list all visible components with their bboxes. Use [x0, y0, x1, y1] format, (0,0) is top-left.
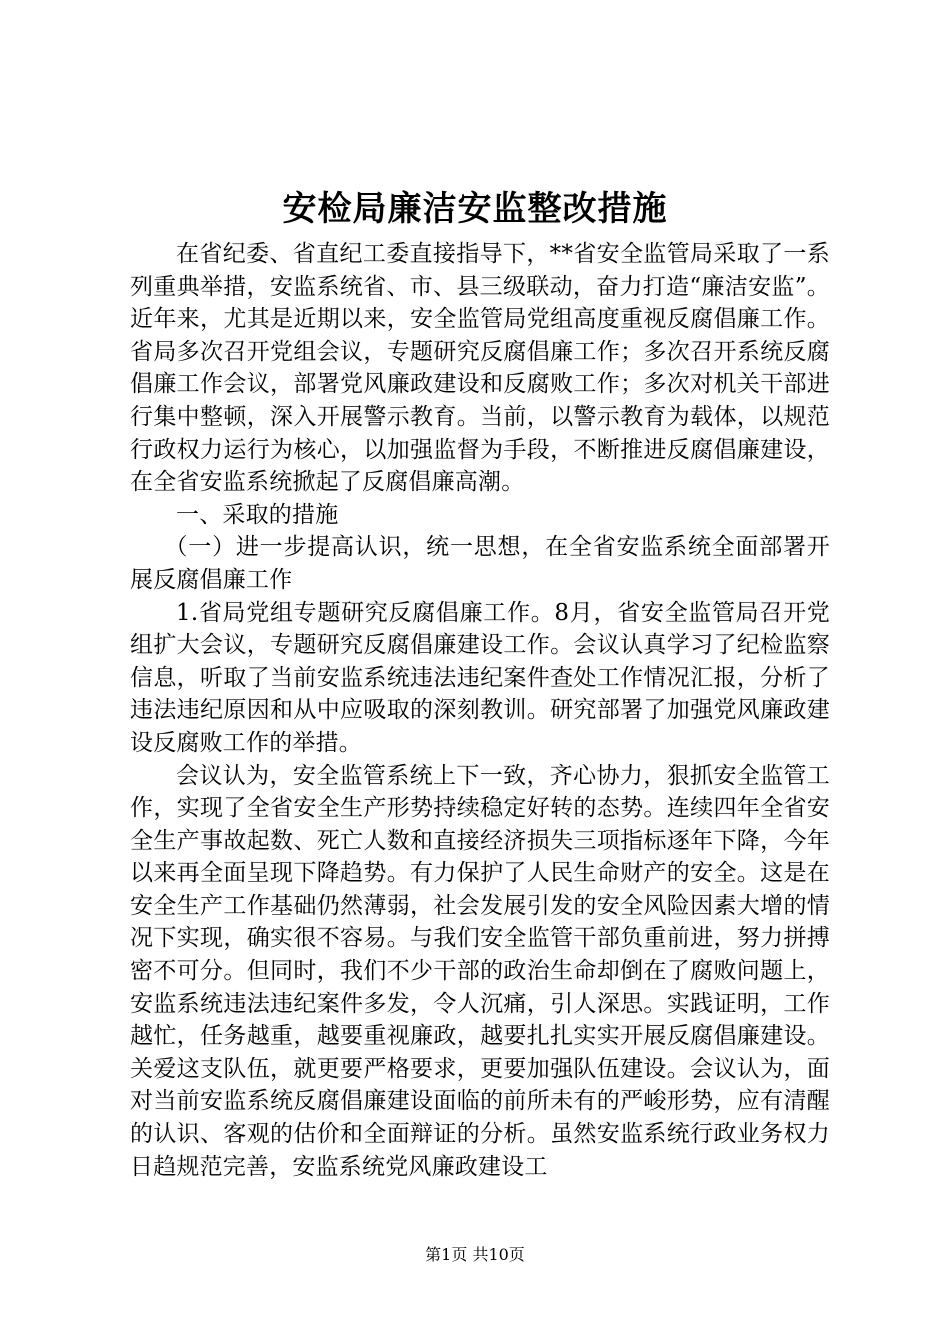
document-body [130, 238, 830, 1183]
paragraph-item-1: 1.省局党组专题研究反腐倡廉工作。8月，省安全监管局召开党组扩大会议，专题研究反腐倡廉建设工作。会议认真学习了纪检监察信息，听取了当前安监系统违法违纪案件查处工作情况汇报，分析了违法违纪原因和从中应吸取的深刻教训。研究部署了加强党风廉政建设反腐败工作的举措。 [130, 599, 830, 756]
section-heading-measures: 一、采取的措施 [176, 501, 339, 528]
subsection-heading-1: （一）进一步提高认识，统一思想，在全省安监系统全面部署开展反腐倡廉工作 [130, 534, 830, 593]
paragraph-meeting: 会议认为，安全监管系统上下一致，齐心协力，狠抓安全监管工作，实现了全省安全生产形势持续稳定好转的态势。连续四年全省安全生产事故起数、死亡人数和直接经济损失三项指标逐年下降，今年以来再全面呈现下降趋势。有力保护了人民生命财产的安全。这是在安全生产工作基础仍然薄弱，社会发展引发的安全风险因素大增的情况下实现，确实很不容易。与我们安全监管干部负重前进，努力拼搏密不可分。但同时，我们不少干部的政治生命却倒在了腐败问题上，安监系统违法违纪案件多发，令人沉痛，引人深思。实践证明，工作越忙，任务越重，越要重视廉政，越要扎扎实实开展反腐倡廉建设。关爱这支队伍，就更要严格要求，更要加强队伍建设。会议认为，面对当前安监系统反腐倡廉建设面临的前所未有的严峻形势，应有清醒的认识、客观的估价和全面辩证的分析。虽然安监系统行政业务权力日趋规范完善，安监系统党风廉政建设工 [130, 762, 830, 1180]
document-title: 安检局廉洁安监整改措施 [282, 189, 668, 229]
page-number-footer: 第1页 共10页 [425, 1245, 525, 1264]
paragraph-intro: 在省纪委、省直纪工委直接指导下，**省安全监管局采取了一系列重典举措，安监系统省、市、县三级联动，奋力打造“廉洁安监”。近年来，尤其是近期以来，安全监管局党组高度重视反腐倡廉工作。省局多次召开党组会议，专题研究反腐倡廉工作；多次召开系统反腐倡廉工作会议，部署党风廉政建设和反腐败工作；多次对机关干部进行集中整顿，深入开展警示教育。当前，以警示教育为载体，以规范行政权力运行为核心，以加强监督为手段，不断推进反腐倡廉建设，在全省安监系统掀起了反腐倡廉高潮。 [130, 241, 830, 496]
